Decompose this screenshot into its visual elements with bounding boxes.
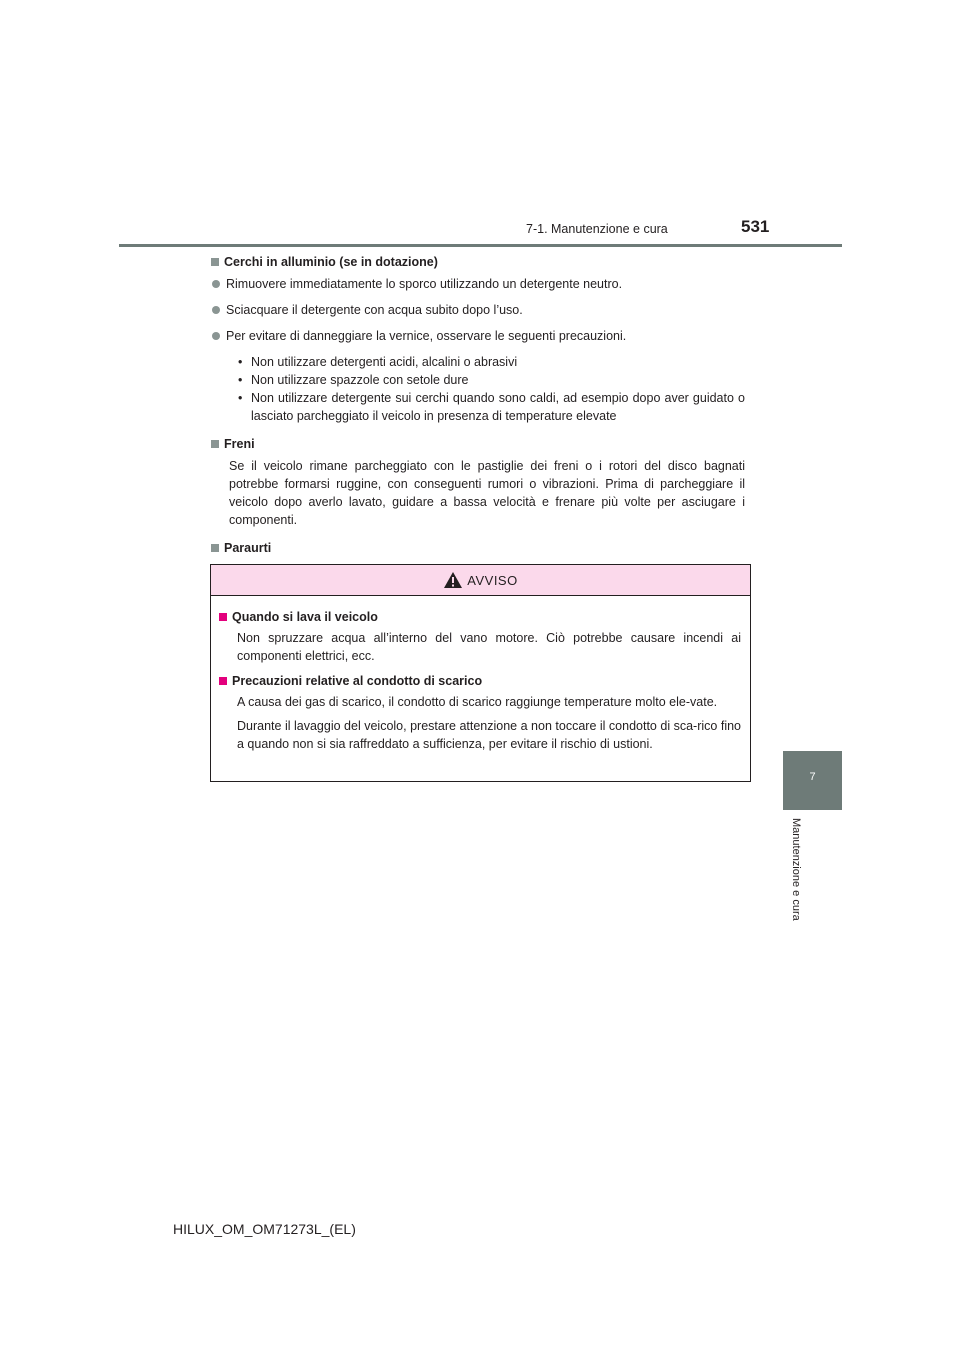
circle-bullet-icon [212,332,220,340]
section-heading [211,435,745,453]
paragraph: Se il veicolo rimane parcheggiato con le pastiglie dei freni o i rotori del disco bagnati potrebbe formarsi ruggine, con conseguenti rumori o vibrazioni. Prima di parcheggiare il veicolo dopo averlo lavato, guidare a bassa velocità e frenare più volte per asciugare i componenti. [229,459,745,527]
sub-list-item [238,353,745,371]
sub-marker: • [238,391,243,405]
main-content [211,253,745,579]
list-item-text: Sciacquare il detergente con acqua subito dopo l’uso. [226,303,523,317]
heading-text: Freni [224,437,255,451]
heading-text: Paraurti [224,541,272,555]
sub-list-item [238,389,745,425]
warning-box [210,564,751,782]
sub-marker: • [238,355,243,369]
sub-list-item [238,371,745,389]
header-divider [119,244,842,247]
sub-list-text: Non utilizzare detergente sui cerchi quando sono caldi, ad esempio dopo aver guidato o lasciato parcheggiato il veicolo in presenza di temperature elevate [251,391,745,423]
list-item [211,275,745,293]
chapter-label: Manutenzione e cura [790,818,802,921]
square-bullet-icon [219,613,227,621]
list-item [211,301,745,319]
square-bullet-icon [211,544,219,552]
warning-body [211,596,750,753]
warning-paragraph: Durante il lavaggio del veicolo, prestare attenzione a non toccare il condotto di sca-rico fino a quando non si sia raffreddato a sufficienza, per evitare il rischio di ustioni. [237,719,741,751]
chapter-number: 7 [809,771,816,783]
section-heading [211,539,745,557]
circle-bullet-icon [212,306,220,314]
section-heading [211,253,745,271]
warning-paragraph: Non spruzzare acqua all’interno del vano motore. Ciò potrebbe causare incendi ai componenti elettrici, ecc. [237,631,741,663]
warning-paragraph: A causa dei gas di scarico, il condotto di scarico raggiunge temperature molto ele-vate. [237,695,718,709]
warning-title: AVVISO [467,572,518,588]
page-number: 531 [741,217,770,236]
list-item [211,327,745,345]
square-bullet-icon [211,258,219,266]
warning-heading-text: Quando si lava il veicolo [232,610,378,624]
heading-text: Cerchi in alluminio (se in dotazione) [224,255,438,269]
section-title: 7-1. Manutenzione e cura [526,222,668,236]
warning-heading [219,608,741,626]
warning-triangle-icon [443,571,463,589]
warning-header [211,565,750,596]
sub-list-text: Non utilizzare spazzole con setole dure [251,373,469,387]
sub-list-text: Non utilizzare detergenti acidi, alcalini o abrasivi [251,355,518,369]
warning-heading [219,672,741,690]
list-item-text: Per evitare di danneggiare la vernice, osservare le seguenti precauzioni. [226,329,627,343]
circle-bullet-icon [212,280,220,288]
warning-heading-text: Precauzioni relative al condotto di scarico [232,674,483,688]
chapter-tab [783,751,842,810]
square-bullet-icon [219,677,227,685]
square-bullet-icon [211,440,219,448]
document-code: HILUX_OM_OM71273L_(EL) [173,1221,356,1237]
list-item-text: Rimuovere immediatamente lo sporco utilizzando un detergente neutro. [226,277,623,291]
sub-list [238,353,745,425]
sub-marker: • [238,373,243,387]
